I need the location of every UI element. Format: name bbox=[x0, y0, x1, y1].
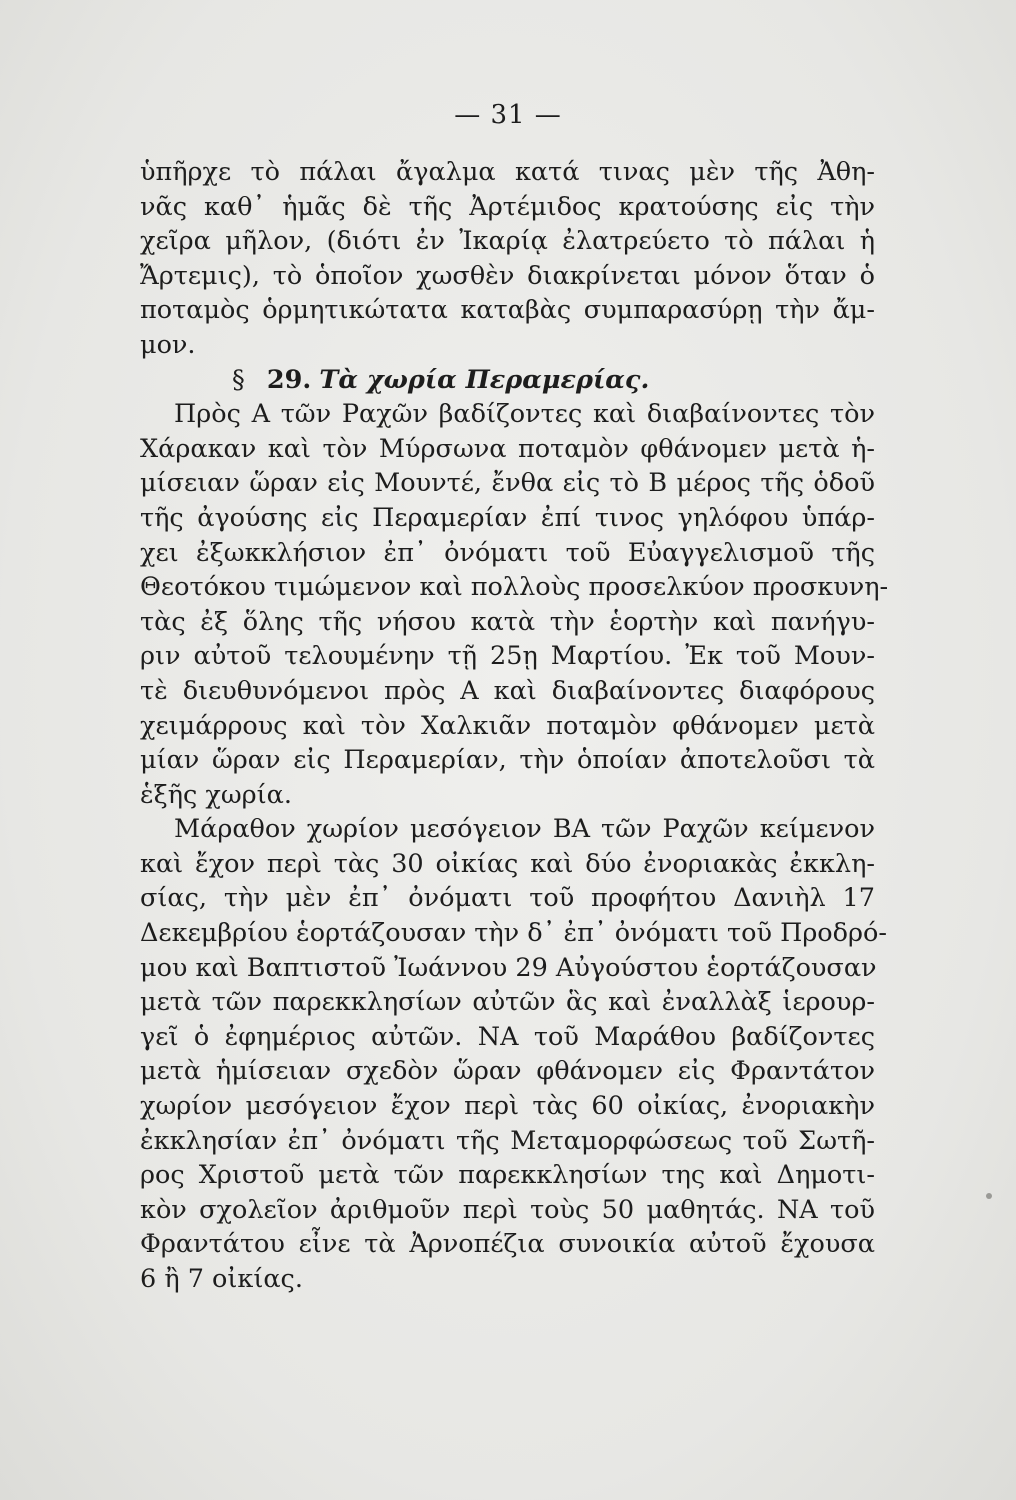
text-line: χεῖρα μῆλον, (διότι ἐν Ἰκαρίᾳ ἐλατρεύετο τὸ πάλαι ἡ bbox=[140, 226, 875, 257]
text-line: μετὰ τῶν παρεκκλησίων αὐτῶν ἃς καὶ ἐναλλὰξ ἱερουρ- bbox=[140, 987, 875, 1018]
text-line: μίαν ὥραν εἰς Περαμερίαν, τὴν ὁποίαν ἀποτελοῦσι τὰ bbox=[140, 745, 875, 776]
section-sign: § bbox=[232, 364, 245, 395]
text-line: κὸν σχολεῖον ἀριθμοῦν περὶ τοὺς 50 μαθητάς. ΝΑ τοῦ bbox=[140, 1194, 875, 1225]
text-line: Δεκεμβρίου ἑορτάζουσαν τὴν δ᾽ ἐπ᾽ ὀνόματι τοῦ Προδρό- bbox=[140, 918, 887, 949]
section-heading bbox=[140, 363, 875, 398]
text-line: Πρὸς Α τῶν Ραχῶν βαδίζοντες καὶ διαβαίνοντες τὸν bbox=[174, 399, 875, 430]
text-line: τὰς ἐξ ὅλης τῆς νήσου κατὰ τὴν ἑορτὴν καὶ πανήγυ- bbox=[140, 606, 875, 637]
text-line: ρος Χριστοῦ μετὰ τῶν παρεκκλησίων της καὶ Δημοτι- bbox=[140, 1160, 875, 1191]
text-line: Χάρακαν καὶ τὸν Μύρσωνα ποταμὸν φθάνομεν μετὰ ἡ- bbox=[140, 433, 875, 464]
text-line: Θεοτόκου τιμώμενον καὶ πολλοὺς προσελκύον προσκυνη- bbox=[140, 572, 889, 603]
body-text bbox=[140, 155, 889, 1297]
text-line: χωρίον μεσόγειον ἔχον περὶ τὰς 60 οἰκίας, ἐνοριακὴν bbox=[140, 1091, 875, 1122]
text-line: ὑπῆρχε τὸ πάλαι ἄγαλμα κατά τινας μὲν τῆς Ἀθη- bbox=[140, 157, 875, 187]
text-line: χειμάρρους καὶ τὸν Χαλκιᾶν ποταμὸν φθάνομεν μετὰ bbox=[140, 710, 875, 741]
paragraph-marathon bbox=[140, 812, 887, 1296]
text-line: ἐκκλησίαν ἐπ᾽ ὀνόματι τῆς Μεταμορφώσεως τοῦ Σωτῆ- bbox=[140, 1125, 875, 1156]
text-line: τῆς ἀγούσης εἰς Περαμερίαν ἐπί τινος γηλόφου ὑπάρ- bbox=[140, 502, 875, 533]
text-line: μου καὶ Βαπτιστοῦ Ἰωάννου 29 Αὐγούστου ἑορτάζουσαν bbox=[140, 952, 877, 983]
page-number: — 31 — bbox=[454, 100, 562, 130]
text-line: καὶ ἔχον περὶ τὰς 30 οἰκίας καὶ δύο ἐνοριακὰς ἐκκλη- bbox=[140, 848, 875, 879]
text-line: σίας, τὴν μὲν ἐπ᾽ ὀνόματι τοῦ προφήτου Δανιὴλ 17 bbox=[140, 883, 875, 914]
paragraph-peramerias bbox=[140, 397, 889, 812]
paper-speck bbox=[986, 1193, 992, 1199]
text-line: χει ἐξωκκλήσιον ἐπ᾽ ὀνόματι τοῦ Εὐαγγελισμοῦ τῆς bbox=[140, 537, 875, 568]
text-line: μον. bbox=[140, 329, 196, 360]
section-number: 29. bbox=[266, 364, 312, 395]
text-line: νᾶς καθ᾽ ἡμᾶς δὲ τῆς Ἀρτέμιδος κρατούσης εἰς τὴν bbox=[140, 191, 875, 222]
text-line: Μάραθον χωρίον μεσόγειον ΒΑ τῶν Ραχῶν κείμενον bbox=[174, 814, 875, 845]
text-line: ποταμὸς ὁρμητικώτατα καταβὰς συμπαρασύρῃ τὴν ἄμ- bbox=[140, 295, 875, 326]
section-title: Τὰ χωρία Περαμερίας. bbox=[319, 364, 650, 395]
text-line: ριν αὐτοῦ τελουμένην τῇ 25ῃ Μαρτίου. Ἐκ τοῦ Μουν- bbox=[140, 641, 875, 672]
text-line: Ἄρτεμις), τὸ ὁποῖον χωσθὲν διακρίνεται μόνον ὅταν ὁ bbox=[140, 260, 875, 291]
continued-paragraph bbox=[140, 155, 875, 363]
text-line: 6 ἢ 7 οἰκίας. bbox=[140, 1264, 303, 1294]
text-line: ἑξῆς χωρία. bbox=[140, 779, 292, 810]
text-line: γεῖ ὁ ἐφημέριος αὐτῶν. ΝΑ τοῦ Μαράθου βαδίζοντες bbox=[140, 1021, 875, 1052]
text-line: τὲ διευθυνόμενοι πρὸς Α καὶ διαβαίνοντες διαφόρους bbox=[140, 675, 875, 706]
text-line: μετὰ ἡμίσειαν σχεδὸν ὥραν φθάνομεν εἰς Φραντάτον bbox=[140, 1056, 875, 1087]
text-line: μίσειαν ὥραν εἰς Μουντέ, ἔνθα εἰς τὸ Β μέρος τῆς ὁδοῦ bbox=[140, 468, 875, 499]
text-line: Φραντάτου εἶνε τὰ Ἀρνοπέζια συνοικία αὐτοῦ ἔχουσα bbox=[140, 1229, 875, 1260]
